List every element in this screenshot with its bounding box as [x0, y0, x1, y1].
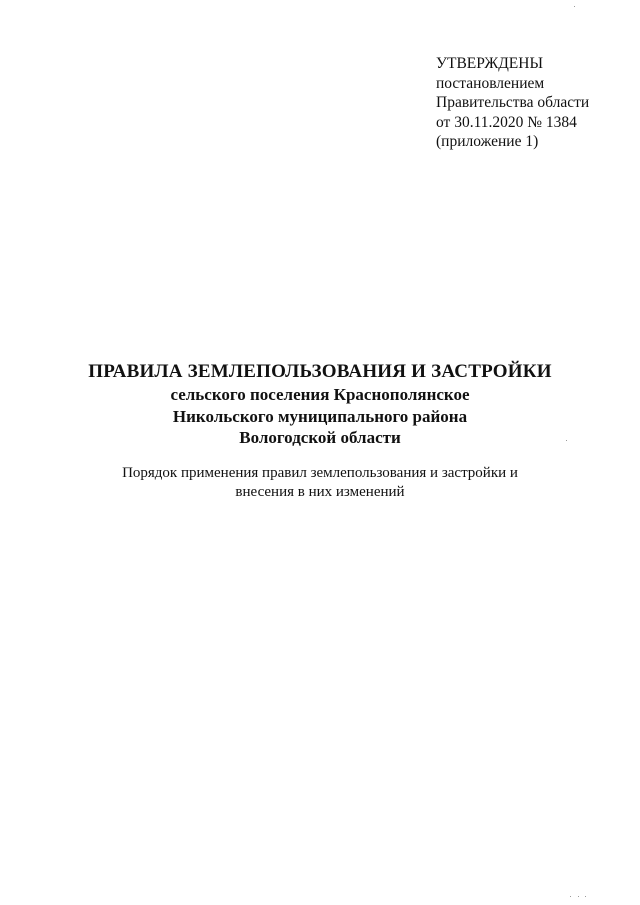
- document-title: ПРАВИЛА ЗЕМЛЕПОЛЬЗОВАНИЯ И ЗАСТРОЙКИ: [88, 361, 552, 382]
- document-title-block: [40, 360, 600, 449]
- scan-speck: [585, 896, 586, 897]
- document-subtitle: [40, 464, 600, 502]
- approval-line-resolution: постановлением: [436, 74, 545, 92]
- approval-line-appendix: (приложение 1): [436, 133, 539, 150]
- title-settlement: сельского поселения Краснополянское: [170, 385, 470, 404]
- approval-heading: УТВЕРЖДЕНЫ: [436, 55, 543, 72]
- title-district: Никольского муниципального района: [172, 406, 468, 426]
- subtitle-line-1: Порядок применения правил землепользования и застройки и: [122, 465, 518, 481]
- approval-line-government: Правительства области: [436, 94, 590, 111]
- scan-speck: [574, 6, 575, 7]
- approval-line-date-number: от 30.11.2020 № 1384: [436, 113, 577, 131]
- scan-speck: [570, 896, 571, 897]
- scan-speck: [578, 896, 579, 897]
- scan-speck: [566, 440, 567, 441]
- subtitle-line-2: внесения в них изменений: [235, 484, 405, 500]
- approval-stamp: [436, 54, 626, 152]
- title-region: Вологодской области: [239, 428, 401, 447]
